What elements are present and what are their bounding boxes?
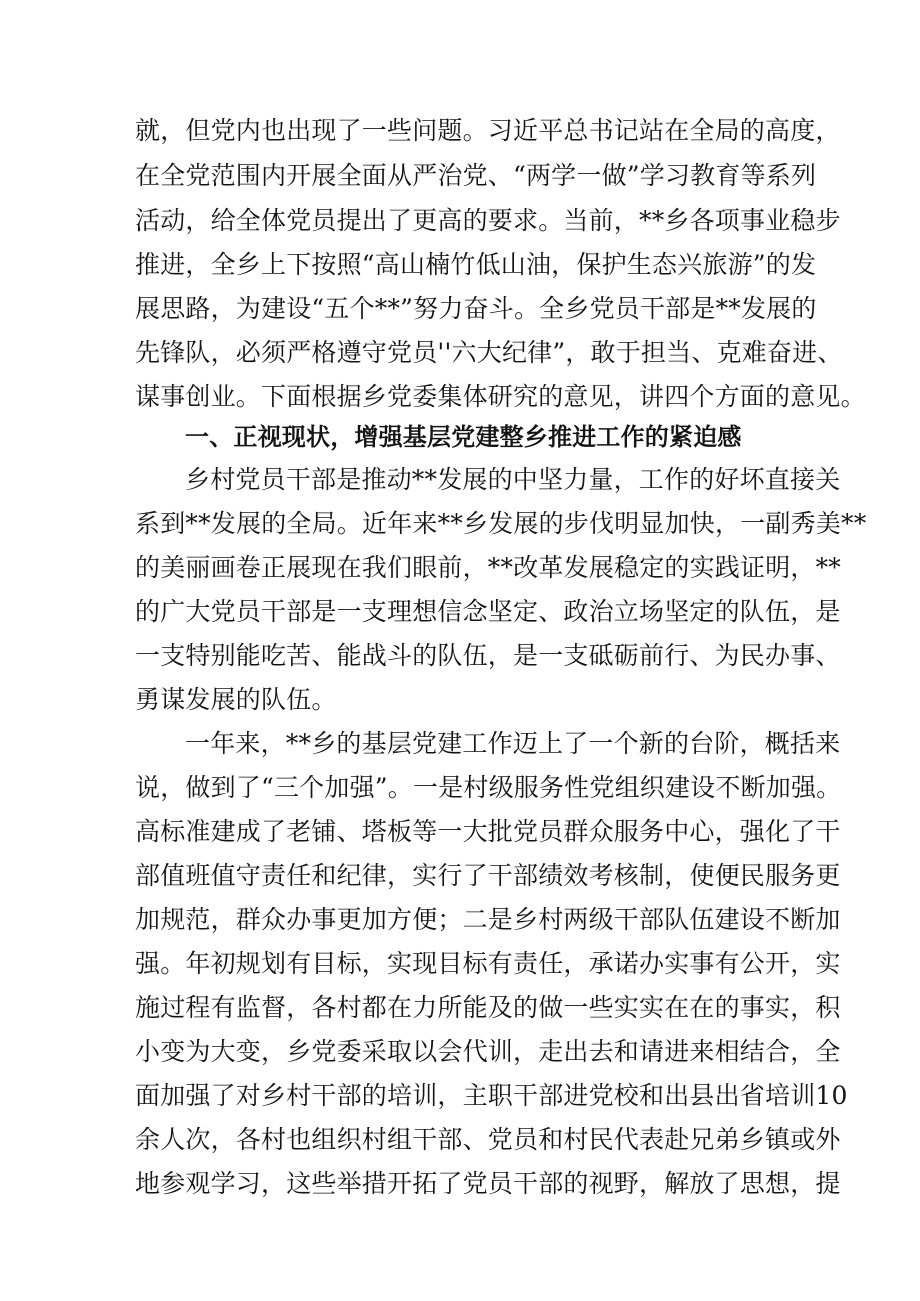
text-line: 的广大党员干部是一支理想信念坚定、政治立场坚定的队伍，是	[135, 597, 841, 626]
section-heading: 一、正视现状，增强基层党建整乡推进工作的紧迫感	[185, 423, 742, 451]
text-line: 在全党范围内开展全面从严治党、“两学一做”学习教育等系列	[135, 161, 817, 190]
text-line: 推进，全乡上下按照“高山楠竹低山油，保护生态兴旅游”的发	[135, 250, 817, 279]
text-line: 的美丽画卷正展现在我们眼前，**改革发展稳定的实践证明，**	[135, 553, 842, 582]
text-line: 施过程有监督，各村都在力所能及的做一些实实在在的事实，积	[135, 993, 841, 1022]
text-line: 余人次，各村也组织村组干部、党员和村民代表赴兄弟乡镇或外	[135, 1125, 841, 1154]
text-line: 加规范，群众办事更加方便；二是乡村两级干部队伍建设不断加	[135, 905, 841, 934]
text-line: 就，但党内也出现了一些问题。习近平总书记站在全局的高度，	[135, 116, 841, 145]
text-line: 谋事创业。下面根据乡党委集体研究的意见，讲四个方面的意见。	[135, 382, 866, 411]
text-line: 系到**发展的全局。近年来**乡发展的步伐明显加快，一副秀美**	[135, 509, 867, 538]
text-line: 先锋队，必须严格遵守党员''六大纪律”，敢于担当、克难奋进、	[135, 338, 843, 367]
text-line: 展思路，为建设“五个**”努力奋斗。全乡党员干部是**发展的	[135, 294, 817, 323]
text-line: 部值班值守责任和纪律，实行了干部绩效考核制，使便民服务更	[135, 861, 841, 890]
text-line: 强。年初规划有目标，实现目标有责任，承诺办实事有公开，实	[135, 949, 841, 978]
text-line: 一年来，**乡的基层党建工作迈上了一个新的台阶，概括来	[185, 729, 841, 758]
text-line: 面加强了对乡村干部的培训，主职干部进党校和出县出省培训10	[135, 1081, 848, 1110]
text-line: 说，做到了“三个加强”。一是村级服务性党组织建设不断加强。	[135, 773, 842, 802]
text-line: 勇谋发展的队伍。	[135, 685, 337, 714]
text-line: 一支特别能吃苦、能战斗的队伍，是一支砥砺前行、为民办事、	[135, 641, 841, 670]
text-line: 高标准建成了老铺、塔板等一大批党员群众服务中心，强化了干	[135, 817, 841, 846]
text-line: 乡村党员干部是推动**发展的中坚力量，工作的好坏直接关	[185, 465, 841, 494]
text-line: 小变为大变，乡党委采取以会代训，走出去和请进来相结合，全	[135, 1037, 841, 1066]
text-line: 活动，给全体党员提出了更高的要求。当前，**乡各项事业稳步	[135, 206, 841, 235]
text-line: 地参观学习，这些举措开拓了党员干部的视野，解放了思想，提	[135, 1169, 841, 1198]
